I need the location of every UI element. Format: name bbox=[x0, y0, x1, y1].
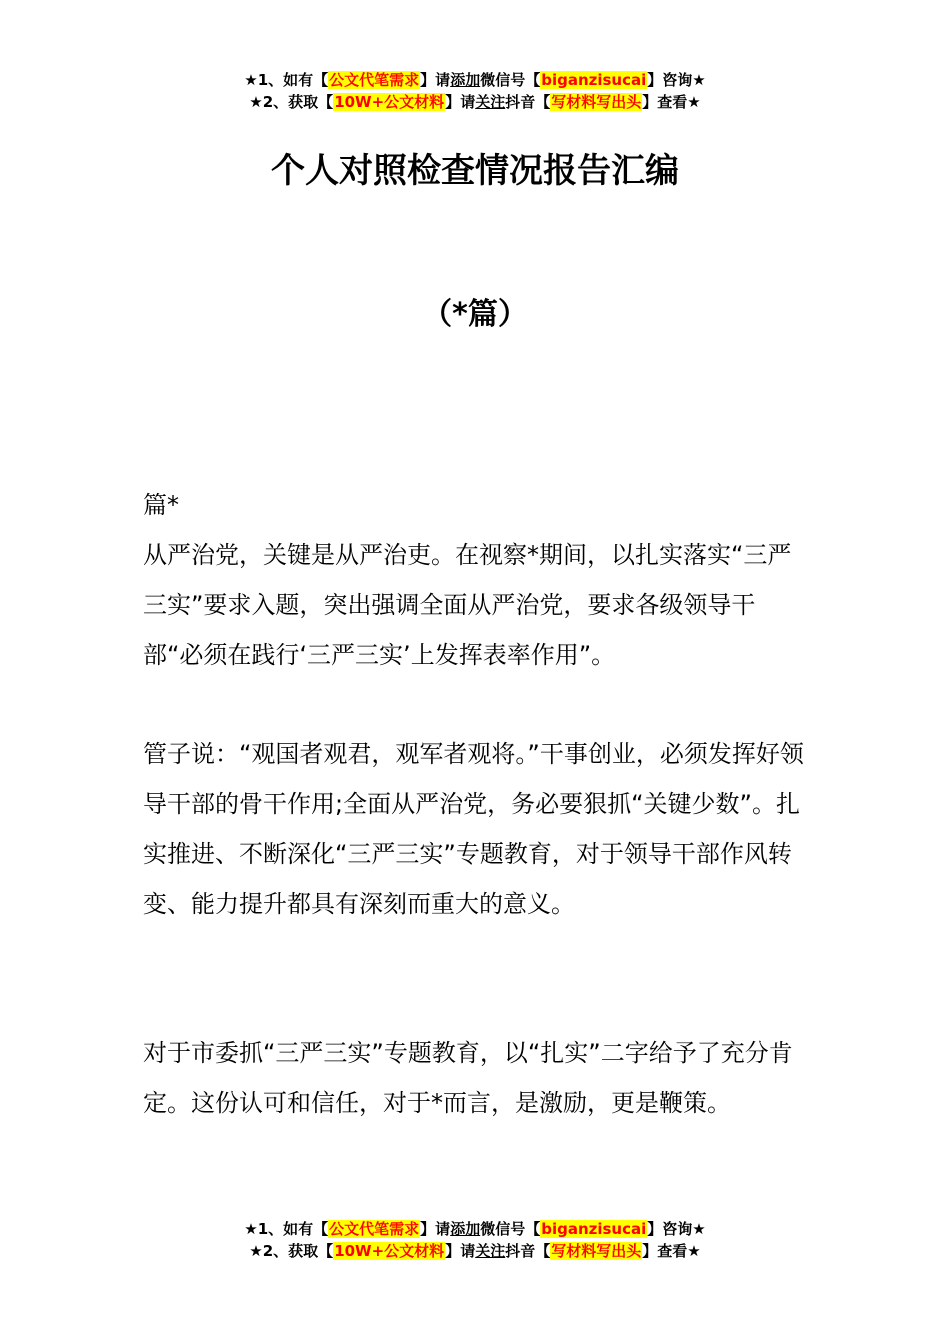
paragraph-3-block bbox=[143, 1028, 811, 1128]
banner-text: 】请 bbox=[420, 1220, 451, 1238]
footer-banner-line-2 bbox=[0, 1240, 950, 1262]
banner-text: 】查看★ bbox=[642, 1242, 701, 1260]
paragraph: 对于市委抓“三严三实”专题教育，以“扎实”二字给予了充分肯定。这份认可和信任，对于*而言，是激励，更是鞭策。 bbox=[143, 1039, 793, 1117]
paragraph-2-block bbox=[143, 729, 811, 929]
section-label-block bbox=[143, 480, 811, 530]
paragraph: 从严治党，关键是从严治吏。在视察*期间，以扎实落实“三严三实”要求入题，突出强调全面从严治党，要求各级领导干部“必须在践行‘三严三实’上发挥表率作用”。 bbox=[143, 541, 792, 669]
document-title: 个人对照检查情况报告汇编 bbox=[271, 151, 679, 191]
banner-highlight: 公文代笔需求 bbox=[329, 1220, 420, 1238]
douyin-account-highlight: 写材料写出头 bbox=[551, 93, 642, 111]
footer-banner bbox=[0, 1218, 950, 1262]
banner-text: ★1、如有【 bbox=[244, 71, 329, 89]
document-subtitle: （*篇） bbox=[422, 297, 528, 332]
banner-highlight: 10W+公文材料 bbox=[334, 93, 445, 111]
banner-text: 微信号【 bbox=[480, 1220, 541, 1238]
banner-text: ★2、获取【 bbox=[249, 1242, 334, 1260]
banner-underline: 关注 bbox=[475, 93, 506, 111]
banner-text: 微信号【 bbox=[480, 71, 541, 89]
banner-text: ★1、如有【 bbox=[244, 1220, 329, 1238]
banner-text: 】请 bbox=[445, 93, 476, 111]
douyin-account-highlight: 写材料写出头 bbox=[551, 1242, 642, 1260]
banner-underline: 添加 bbox=[450, 1220, 481, 1238]
banner-text: 】请 bbox=[445, 1242, 476, 1260]
header-banner bbox=[0, 69, 950, 113]
paragraph-1-block bbox=[143, 530, 811, 680]
header-banner-line-2 bbox=[0, 91, 950, 113]
banner-text: 】查看★ bbox=[642, 93, 701, 111]
paragraph: 管子说：“观国者观君，观军者观将。”干事创业，必须发挥好领导干部的骨干作用;全面从严治党，务必要狠抓“关键少数”。扎实推进、不断深化“三严三实”专题教育，对于领导干部作风转变、能力提升都具有深刻而重大的意义。 bbox=[143, 740, 804, 918]
banner-text: 】咨询★ bbox=[647, 71, 706, 89]
banner-highlight: 10W+公文材料 bbox=[334, 1242, 445, 1260]
banner-underline: 关注 bbox=[475, 1242, 506, 1260]
wechat-id-highlight: biganzisucai bbox=[541, 1220, 647, 1238]
banner-text: 抖音【 bbox=[505, 1242, 551, 1260]
footer-banner-line-1 bbox=[0, 1218, 950, 1240]
banner-text: 】请 bbox=[420, 71, 451, 89]
header-banner-line-1 bbox=[0, 69, 950, 91]
wechat-id-highlight: biganzisucai bbox=[541, 71, 647, 89]
section-label: 篇* bbox=[143, 491, 179, 519]
banner-highlight: 公文代笔需求 bbox=[329, 71, 420, 89]
banner-text: 抖音【 bbox=[505, 93, 551, 111]
banner-underline: 添加 bbox=[450, 71, 481, 89]
banner-text: 】咨询★ bbox=[647, 1220, 706, 1238]
banner-text: ★2、获取【 bbox=[249, 93, 334, 111]
